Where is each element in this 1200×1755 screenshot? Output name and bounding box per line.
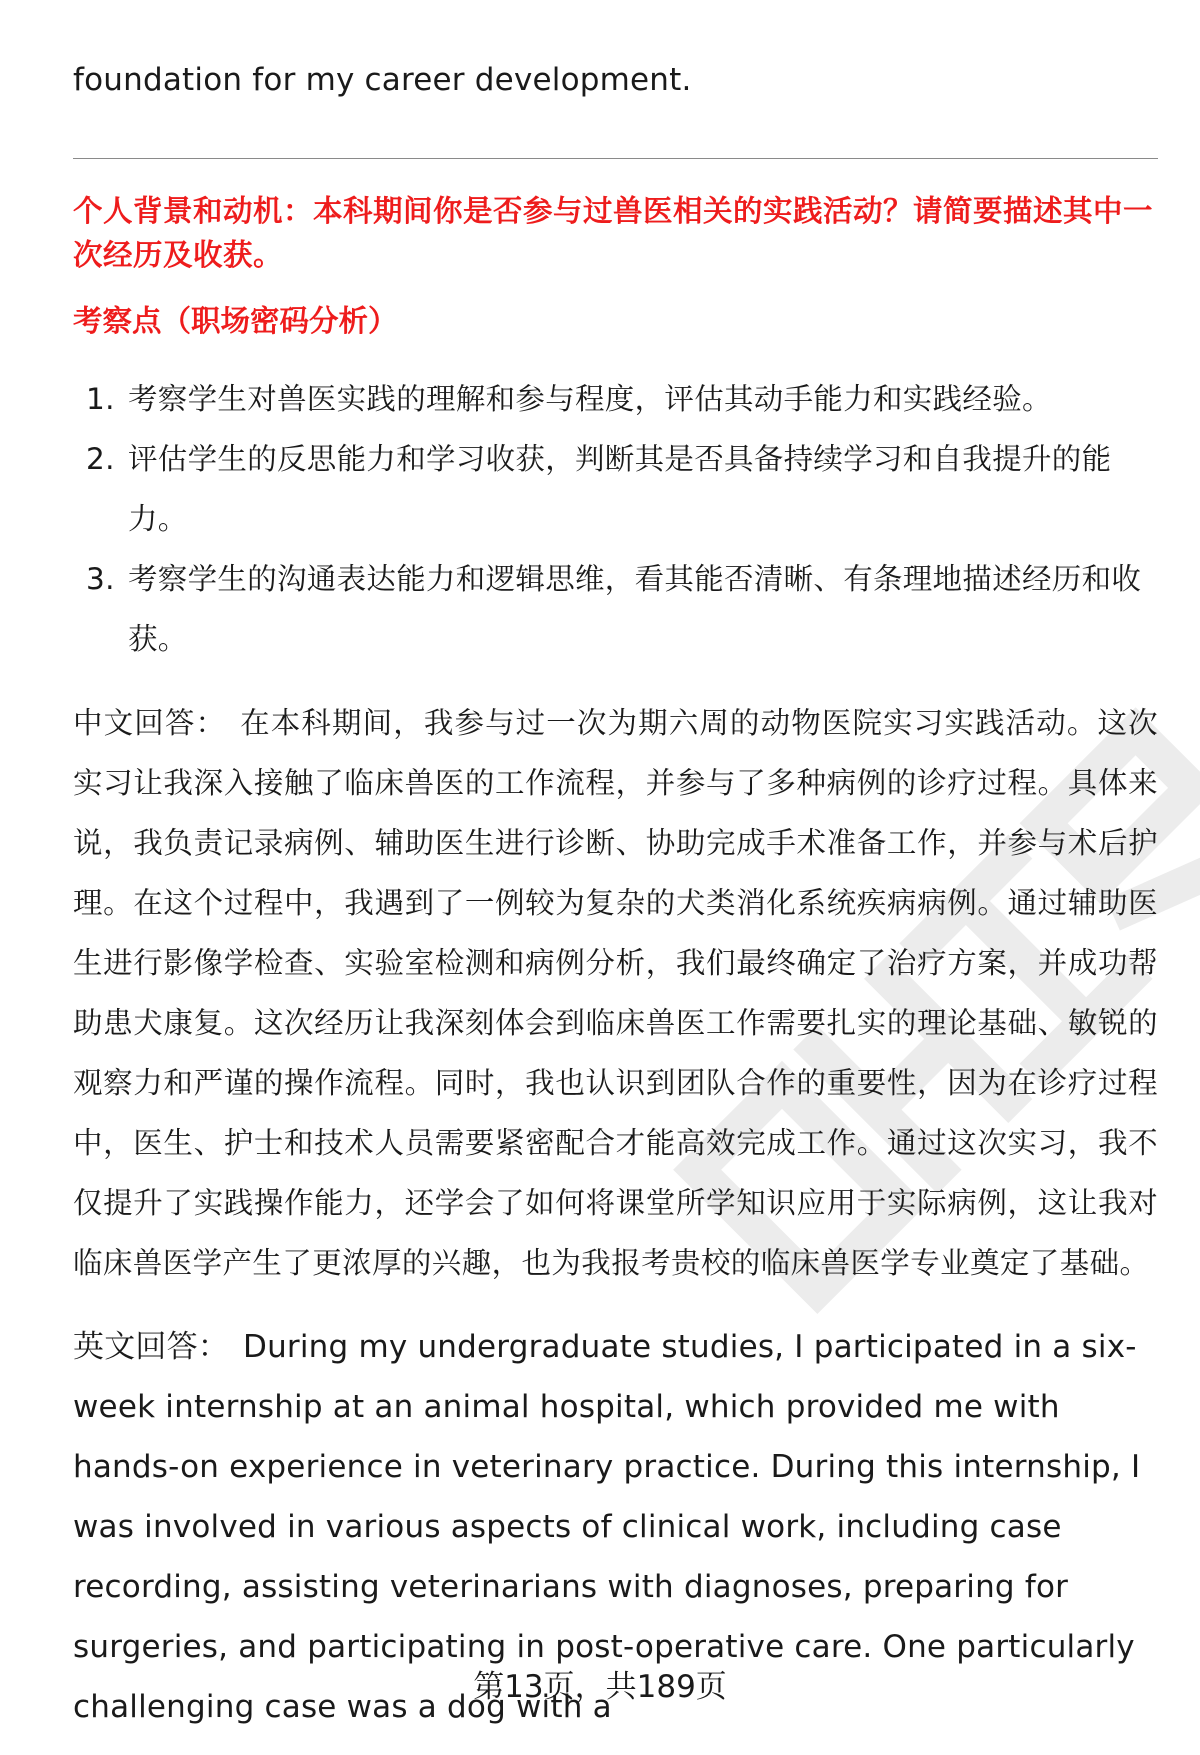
- chinese-answer: [73, 693, 1158, 1293]
- list-item: [73, 369, 1158, 429]
- list-item-number: 2.: [86, 442, 115, 476]
- list-item-text: 考察学生对兽医实践的理解和参与程度，评估其动手能力和实践经验。: [128, 382, 1052, 416]
- analysis-heading: 考察点（职场密码分析）: [73, 304, 398, 338]
- question-heading: 个人背景和动机：本科期间你是否参与过兽医相关的实践活动？请简要描述其中一次经历及收获。: [73, 194, 1154, 272]
- section-divider: [73, 158, 1158, 159]
- chinese-answer-label: 中文回答：: [73, 706, 227, 740]
- previous-answer-tail: foundation for my career development.: [73, 62, 692, 98]
- list-item-text: 考察学生的沟通表达能力和逻辑思维，看其能否清晰、有条理地描述经历和收获。: [128, 562, 1142, 656]
- page-number-footer: 第13页，共189页: [473, 1669, 727, 1705]
- chinese-answer-text: 在本科期间，我参与过一次为期六周的动物医院实习实践活动。这次实习让我深入接触了临床兽医的工作流程，并参与了多种病例的诊疗过程。具体来说，我负责记录病例、辅助医生进行诊断、协助完成手术准备工作，并参与术后护理。在这个过程中，我遇到了一例较为复杂的犬类消化系统疾病病例。通过辅助医生进行影像学检查、实验室检测和病例分析，我们最终确定了治疗方案，并成功帮助患犬康复。这次经历让我深刻体会到临床兽医工作需要扎实的理论基础、敏锐的观察力和严谨的操作流程。同时，我也认识到团队合作的重要性，因为在诊疗过程中，医生、护士和技术人员需要紧密配合才能高效完成工作。通过这次实习，我不仅提升了实践操作能力，还学会了如何将课堂所学知识应用于实际病例，这让我对临床兽医学产生了更浓厚的兴趣，也为我报考贵校的临床兽医学专业奠定了基础。: [73, 706, 1158, 1280]
- page-content: [73, 52, 1158, 1737]
- analysis-points-list: [73, 369, 1158, 669]
- list-item: [73, 429, 1158, 549]
- english-answer-label: 英文回答：: [73, 1329, 229, 1365]
- english-answer-text: During my undergraduate studies, I participated in a six-week internship at an animal hospital, which provided me with hands-on experience in veterinary practice. During this internship, I was involved in various aspects of clinical work, including case recording, assisting veterinarians with diagnoses, preparing for surgeries, and participating in post-operative care. One particularly challenging case was a dog with a: [73, 1329, 1141, 1725]
- list-item-number: 3.: [86, 562, 115, 596]
- list-item-number: 1.: [86, 382, 115, 416]
- list-item: [73, 549, 1158, 669]
- list-item-text: 评估学生的反思能力和学习收获，判断其是否具备持续学习和自我提升的能力。: [128, 442, 1112, 536]
